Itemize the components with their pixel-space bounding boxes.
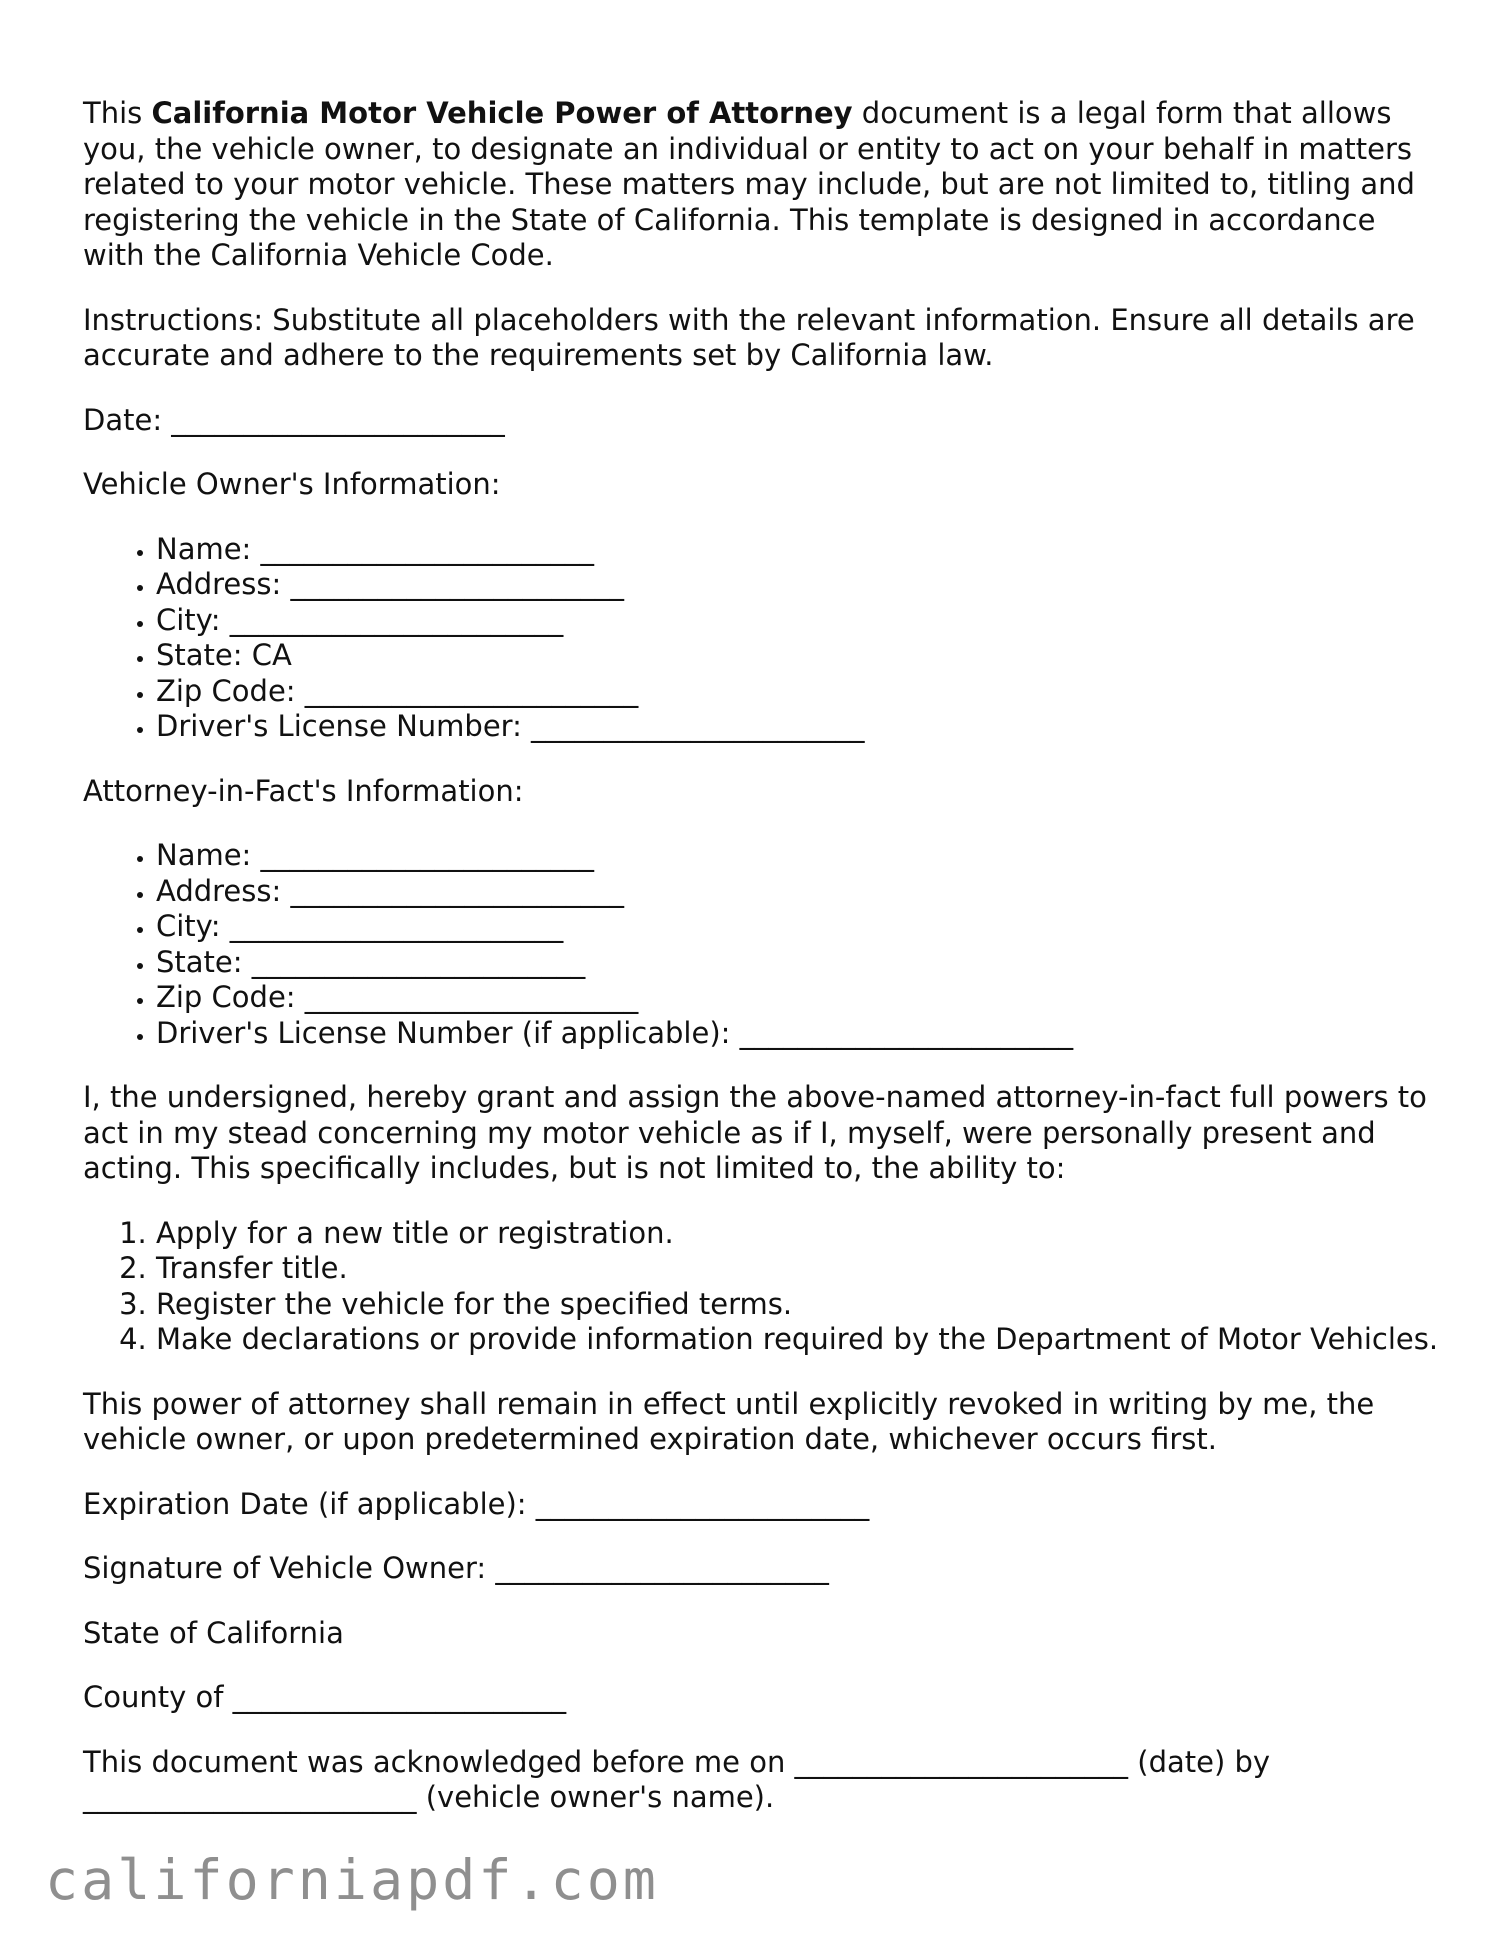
instructions-paragraph: Instructions: Substitute all placeholders with the relevant information. Ensure all details are accurate and adhere to the requirements set by California law. xyxy=(83,302,1415,372)
effect-paragraph: This power of attorney shall remain in effect until explicitly revoked in writing by me, the vehicle owner, or upon predetermined expiration date, whichever occurs first. xyxy=(83,1386,1375,1456)
date-field: Date: _______________________ xyxy=(83,402,505,437)
attorney-license-field: • Driver's License Number (if applicable): _______________________ xyxy=(156,1016,1443,1052)
attorney-state-field: • State: _______________________ xyxy=(156,945,1443,981)
owner-city-field: • City: _______________________ xyxy=(156,603,1443,639)
grant-paragraph: I, the undersigned, hereby grant and assign the above-named attorney-in-fact full powers to act in my stead concerning my motor vehicle as if I, myself, were personally present and acting. This specifically includes, but is not limited to, the ability to: xyxy=(83,1080,1427,1185)
owner-license-field: • Driver's License Number: _______________________ xyxy=(156,709,1443,745)
intro-post: document is a legal form that allows you, the vehicle owner, to designate an individual or entity to act on your behalf in matters related to your motor vehicle. These matters may include, but are not limited to, titling and registering the vehicle in the State of California. This template is designed in accordance with the California Vehicle Code. xyxy=(83,96,1415,272)
intro-paragraph xyxy=(83,96,1443,274)
attorney-fields-list xyxy=(83,838,1443,1051)
owner-fields-list xyxy=(83,532,1443,745)
state-line: State of California xyxy=(83,1615,344,1650)
owner-address-field: • Address: _______________________ xyxy=(156,567,1443,603)
power-item: 3. Register the vehicle for the specified terms. xyxy=(156,1287,1443,1323)
expiration-field: Expiration Date (if applicable): _______________________ xyxy=(83,1486,870,1521)
intro-pre: This xyxy=(83,96,152,130)
document-body xyxy=(83,96,1443,1845)
power-item: 1. Apply for a new title or registration. xyxy=(156,1216,1443,1252)
power-item: 2. Transfer title. xyxy=(156,1251,1443,1287)
acknowledgment-paragraph: This document was acknowledged before me on _______________________ (date) by _______________________ (vehicle owner's name). xyxy=(83,1744,1271,1814)
attorney-name-field: • Name: _______________________ xyxy=(156,838,1443,874)
powers-list xyxy=(83,1216,1443,1358)
owner-state-field: • State: CA xyxy=(156,638,1443,674)
owner-zip-field: • Zip Code: _______________________ xyxy=(156,674,1443,710)
attorney-city-field: • City: _______________________ xyxy=(156,909,1443,945)
document-title-bold: California Motor Vehicle Power of Attorney xyxy=(151,96,853,130)
owner-heading: Vehicle Owner's Information: xyxy=(83,467,501,501)
watermark: californiapdf.com xyxy=(45,1848,659,1912)
owner-name-field: • Name: _______________________ xyxy=(156,532,1443,568)
county-field: County of _______________________ xyxy=(83,1680,567,1714)
signature-field: Signature of Vehicle Owner: _______________________ xyxy=(83,1551,829,1585)
power-item: 4. Make declarations or provide information required by the Department of Motor Vehicles. xyxy=(156,1322,1443,1358)
attorney-zip-field: • Zip Code: _______________________ xyxy=(156,980,1443,1016)
attorney-heading: Attorney-in-Fact's Information: xyxy=(83,773,524,808)
attorney-address-field: • Address: _______________________ xyxy=(156,874,1443,910)
